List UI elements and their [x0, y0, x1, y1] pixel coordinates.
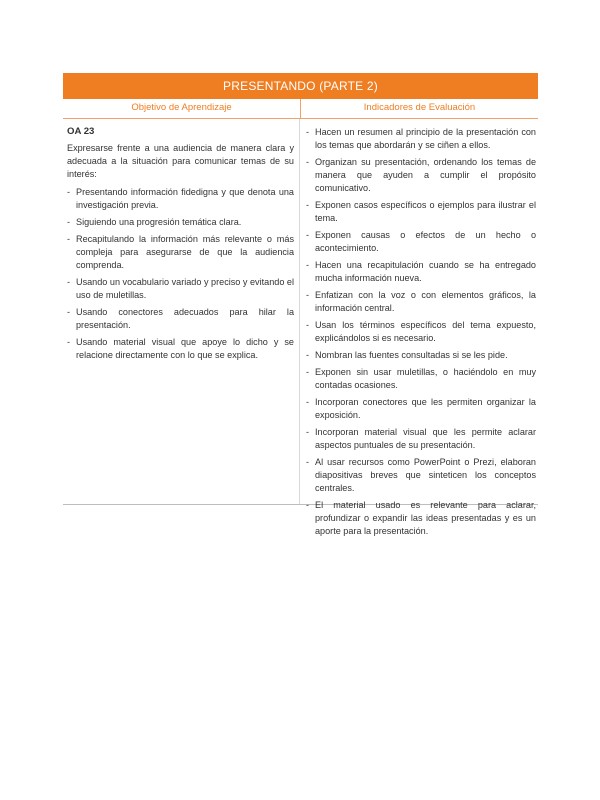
indicador-item-text: Exponen causas o efectos de un hecho o acontecimiento.	[315, 230, 536, 253]
indicadores-list	[300, 126, 538, 538]
list-dash: -	[306, 157, 310, 167]
objetivo-column	[63, 119, 300, 504]
list-dash: -	[67, 187, 71, 197]
indicador-item-text: Exponen sin usar muletillas, o haciéndolo en muy contadas ocasiones.	[315, 367, 536, 390]
indicador-item	[306, 289, 536, 315]
objetivo-item	[67, 336, 294, 362]
indicador-item	[306, 396, 536, 422]
list-dash: -	[67, 277, 71, 287]
objetivo-item-text: Usando material visual que apoye lo dicho y se relacione directamente con lo que se explica.	[76, 337, 294, 360]
list-dash: -	[306, 320, 310, 330]
list-dash: -	[306, 500, 310, 510]
list-dash: -	[306, 397, 310, 407]
objetivo-item-text: Presentando información fidedigna y que denota una investigación previa.	[76, 187, 294, 210]
objetivo-item	[67, 306, 294, 332]
list-dash: -	[67, 337, 71, 347]
evaluation-table	[63, 73, 538, 536]
list-dash: -	[67, 307, 71, 317]
indicador-item	[306, 319, 536, 345]
list-dash: -	[306, 427, 310, 437]
indicador-item-text: Exponen casos específicos o ejemplos para ilustrar el tema.	[315, 200, 536, 223]
indicador-item-text: Organizan su presentación, ordenando los temas de manera que ayuden a cumplir el propósito comunicativo.	[315, 157, 536, 193]
indicador-item	[306, 366, 536, 392]
oa-code: OA 23	[67, 126, 95, 137]
indicador-item	[306, 426, 536, 452]
list-dash: -	[306, 350, 310, 360]
indicador-item	[306, 259, 536, 285]
indicadores-column	[300, 119, 538, 536]
list-dash: -	[67, 234, 71, 244]
indicador-item-text: El material usado es relevante para aclarar, profundizar o expandir las ideas presentadas y es un aporte para la presentación.	[315, 500, 536, 536]
list-dash: -	[306, 367, 310, 377]
indicador-item-text: Nombran las fuentes consultadas si se les pide.	[315, 350, 508, 360]
table-body	[63, 119, 538, 536]
list-dash: -	[306, 260, 310, 270]
indicador-item	[306, 456, 536, 495]
objetivo-item-text: Recapitulando la información más relevante o más compleja para asegurarse de que la audiencia comprenda.	[76, 234, 294, 270]
objetivo-item	[67, 276, 294, 302]
objetivo-item	[67, 233, 294, 272]
column-headers	[63, 99, 538, 119]
objetivo-item-text: Siguiendo una progresión temática clara.	[76, 217, 242, 227]
indicador-item-text: Hacen un resumen al principio de la presentación con los temas que abordarán y se ciñen a ellos.	[315, 127, 536, 150]
indicador-item-text: Usan los términos específicos del tema expuesto, explicándolos si es necesario.	[315, 320, 536, 343]
list-dash: -	[306, 127, 310, 137]
oa-intro: Expresarse frente a una audiencia de manera clara y adecuada a la situación para comunicar temas de su interés:	[67, 143, 294, 179]
list-dash: -	[306, 200, 310, 210]
indicador-item-text: Hacen una recapitulación cuando se ha entregado mucha información nueva.	[315, 260, 536, 283]
list-dash: -	[306, 457, 310, 467]
list-dash: -	[306, 290, 310, 300]
indicador-item-text: Incorporan material visual que les permite aclarar aspectos puntuales de su presentación.	[315, 427, 536, 450]
indicador-item	[306, 349, 536, 362]
indicador-item-text: Incorporan conectores que les permiten organizar la exposición.	[315, 397, 536, 420]
column-header-indicadores: Indicadores de Evaluación	[363, 102, 476, 113]
indicador-item-text: Enfatizan con la voz o con elementos gráficos, la información central.	[315, 290, 536, 313]
list-dash: -	[67, 217, 71, 227]
list-dash: -	[306, 230, 310, 240]
indicador-item-text: Al usar recursos como PowerPoint o Prezi, elaboran diapositivas breves que sinteticen los conceptos centrales.	[315, 457, 536, 493]
indicador-item	[306, 126, 536, 152]
objetivo-item	[67, 216, 294, 229]
objetivo-item-text: Usando un vocabulario variado y preciso y evitando el uso de muletillas.	[76, 277, 294, 300]
indicador-item	[306, 199, 536, 225]
column-header-objetivo: Objetivo de Aprendizaje	[63, 99, 301, 118]
indicador-item	[306, 156, 536, 195]
indicador-item	[306, 499, 536, 538]
objetivo-item	[67, 186, 294, 212]
objetivo-item-text: Usando conectores adecuados para hilar la presentación.	[76, 307, 294, 330]
objetivos-list	[63, 186, 299, 362]
indicador-item	[306, 229, 536, 255]
table-title: PRESENTANDO (PARTE 2)	[63, 73, 538, 99]
